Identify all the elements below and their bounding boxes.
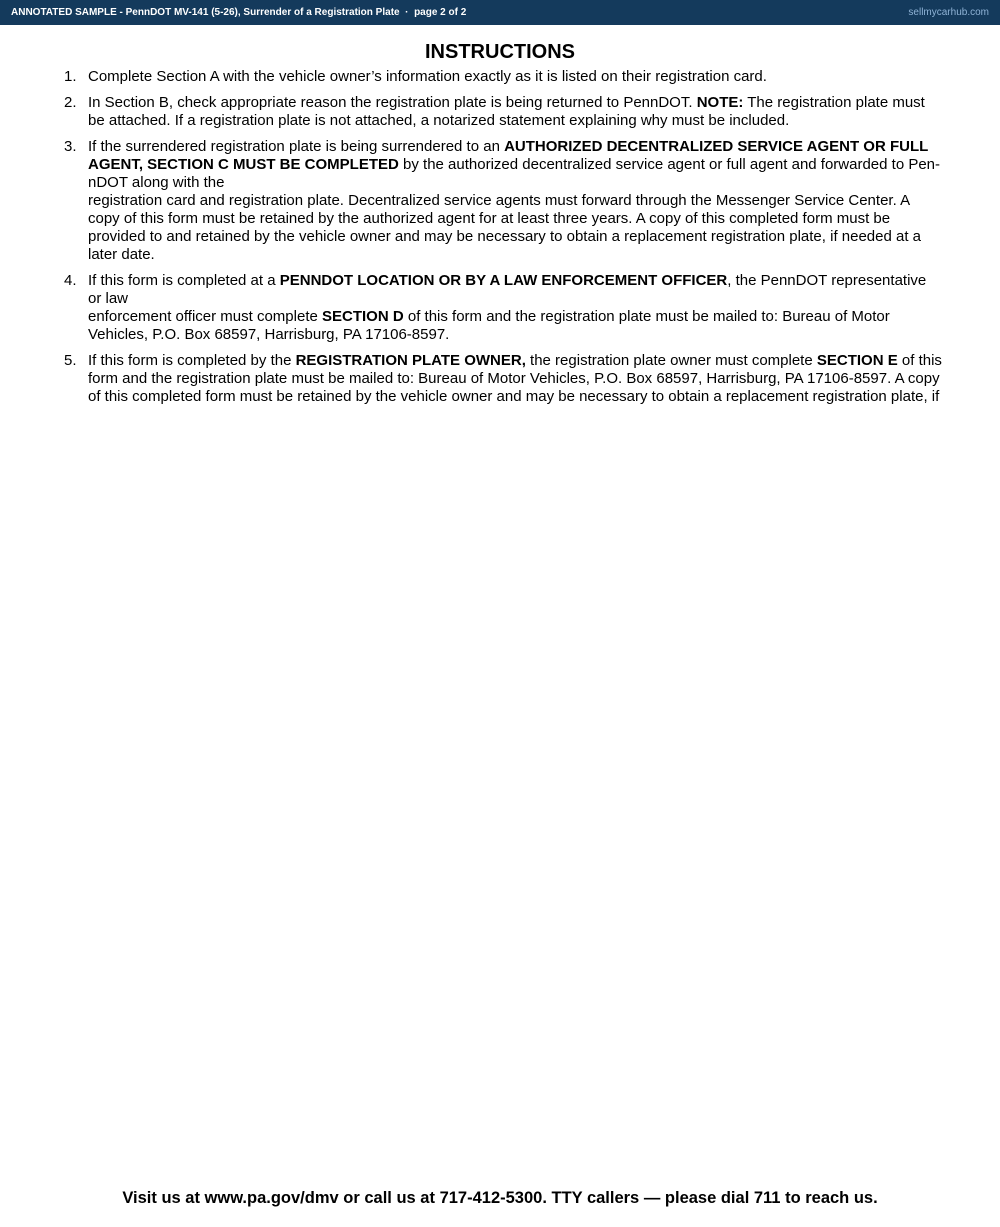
instruction-bold-text: SECTION D	[322, 308, 404, 325]
instructions-list	[62, 68, 942, 414]
instruction-text: of this form and the registration plate must be mailed to: Bureau of Motor Vehicles, P.O. Box 68597, Harrisburg, PA 17106-8597.	[88, 308, 890, 343]
banner-title: ANNOTATED SAMPLE - PennDOT MV-141 (5-26), Surrender of a Registration Plate	[11, 7, 400, 18]
instruction-bold-text: REGISTRATION PLATE OWNER,	[295, 352, 526, 369]
instruction-item	[62, 352, 942, 406]
instruction-item	[62, 272, 942, 344]
instruction-bold-text: SECTION E	[816, 352, 898, 369]
banner-site-link[interactable]: sellmycarhub.com	[908, 7, 989, 18]
footer-contact: Visit us at www.pa.gov/dmv or call us at 717-412-5300. TTY callers — please dial 711 to reach us.	[122, 1189, 878, 1207]
instruction-number: 3.	[64, 138, 77, 155]
page-title: INSTRUCTIONS	[425, 41, 575, 63]
top-banner	[0, 0, 1000, 25]
banner-separator: ·	[405, 7, 409, 18]
instruction-text: If the surrendered registration plate is being surrendered to an	[88, 138, 505, 155]
instruction-number: 2.	[64, 94, 77, 111]
instruction-text: If this form is completed at a	[88, 272, 280, 289]
instruction-bold-text: NOTE:	[696, 94, 744, 111]
instruction-item	[62, 94, 942, 130]
instruction-text: In Section B, check appropriate reason the registration plate is being returned to PennDOT.	[88, 94, 697, 111]
instruction-item	[62, 138, 942, 264]
instruction-text: registration card and registration plate. Decentralized service agents must forward through the Messenger Service Center. A copy of this form must be retained by the authorized agent for at least three years. A copy of this completed form must be provided to and retained by the vehicle owner and may be necessary to obtain a replacement registration plate, if needed at a later date.	[88, 192, 922, 263]
banner-page: page 2 of 2	[414, 7, 467, 18]
instruction-bold-text: AUTHORIZED DECENTRALIZED SERVICE AGENT OR FULL AGENT, SECTION C MUST BE COMPLETED	[88, 138, 928, 173]
instruction-text: Complete Section A with the vehicle owner’s information exactly as it is listed on their registration card.	[88, 68, 767, 85]
instruction-text: If this form is completed by the	[88, 352, 296, 369]
instruction-text: , the PennDOT representative or law	[88, 272, 927, 307]
instruction-text: by the authorized decentralized service agent or full agent and forwarded to Pen-nDOT along with the	[88, 156, 941, 191]
instruction-text: the registration plate owner must complete	[525, 352, 817, 369]
instruction-item	[62, 68, 942, 86]
instruction-text: enforcement officer must complete	[88, 308, 322, 325]
instruction-number: 5.	[64, 352, 77, 369]
instruction-text: of this form and the registration plate must be mailed to: Bureau of Motor Vehicles, P.O. Box 68597, Harrisburg, PA 17106-8597. A copy of this completed form must be retained by the vehicle owner and may be necessary to obtain a replacement registration plate, if	[88, 352, 942, 405]
instruction-number: 4.	[64, 272, 77, 289]
banner-left	[11, 7, 466, 18]
instruction-bold-text: PENNDOT LOCATION OR BY A LAW ENFORCEMENT OFFICER	[279, 272, 728, 289]
instruction-text: The registration plate must be attached. If a registration plate is not attached, a notarized statement explaining why must be included.	[88, 94, 925, 129]
instruction-number: 1.	[64, 68, 77, 85]
